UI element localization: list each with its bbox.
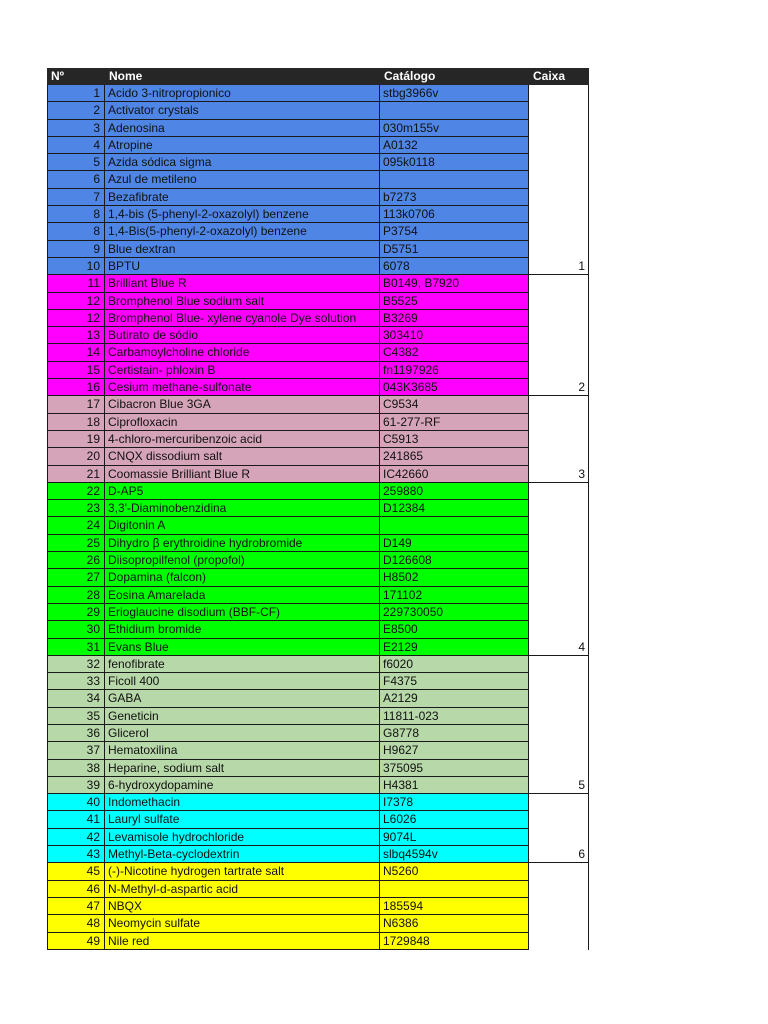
catalog-number[interactable]: 11811-023 [380,708,529,724]
row-number[interactable]: 49 [47,933,105,949]
table-row[interactable] [47,708,529,725]
catalog-number[interactable]: H8502 [380,569,529,585]
catalog-number[interactable]: 185594 [380,898,529,914]
catalog-number[interactable]: N5260 [380,863,529,879]
substance-name[interactable]: Adenosina [105,120,380,136]
substance-name[interactable]: Azul de metileno [105,171,380,187]
substance-name[interactable]: Butirato de sódio [105,327,380,343]
box-cell[interactable] [529,85,589,275]
table-row[interactable] [47,829,529,846]
catalog-number[interactable]: 303410 [380,327,529,343]
catalog-number[interactable]: stbg3966v [380,85,529,101]
table-row[interactable] [47,483,529,500]
row-number[interactable]: 25 [47,535,105,551]
box-column [529,85,589,950]
table-row[interactable] [47,120,529,137]
row-number[interactable]: 45 [47,863,105,879]
table-row[interactable] [47,673,529,690]
substance-name[interactable]: 6-hydroxydopamine [105,777,380,793]
substance-name[interactable]: 1,4-bis (5-phenyl-2-oxazolyl) benzene [105,206,380,222]
table-row[interactable] [47,396,529,413]
catalog-number[interactable]: 61-277-RF [380,414,529,430]
substance-name[interactable]: D-AP5 [105,483,380,499]
row-number[interactable]: 15 [47,362,105,378]
substance-name[interactable]: Ethidium bromide [105,621,380,637]
table-row[interactable] [47,310,529,327]
box-number: 2 [578,380,585,395]
table-rows [47,85,529,950]
table-row[interactable] [47,466,529,483]
row-number[interactable]: 40 [47,794,105,810]
row-number[interactable]: 35 [47,708,105,724]
row-number[interactable]: 43 [47,846,105,862]
header-number[interactable]: Nº [51,69,65,83]
substance-name[interactable]: Eosina Amarelada [105,587,380,603]
catalog-number[interactable]: 1729848 [380,933,529,949]
catalog-number[interactable]: P3754 [380,223,529,239]
substance-name[interactable]: Carbamoylcholine chloride [105,344,380,360]
catalog-number[interactable]: E8500 [380,621,529,637]
catalog-number[interactable]: 241865 [380,448,529,464]
substance-name[interactable]: Dihydro β erythroidine hydrobromide [105,535,380,551]
row-number[interactable]: 46 [47,881,105,897]
table-row[interactable] [47,293,529,310]
table-row[interactable] [47,102,529,119]
catalog-number[interactable]: 095k0118 [380,154,529,170]
substance-name[interactable]: Atropine [105,137,380,153]
substance-name[interactable]: Bromphenol Blue- xylene cyanole Dye solution [105,310,380,326]
row-number[interactable]: 6 [47,171,105,187]
header-catalog[interactable]: Catálogo [384,69,436,83]
row-number[interactable]: 12 [47,310,105,326]
catalog-number[interactable]: E2129 [380,639,529,655]
catalog-number[interactable]: 375095 [380,760,529,776]
row-number[interactable]: 9 [47,241,105,257]
substance-name[interactable]: Cibacron Blue 3GA [105,396,380,412]
substance-name[interactable]: Indomethacin [105,794,380,810]
catalog-number[interactable]: H4381 [380,777,529,793]
substance-name[interactable]: Erioglaucine disodium (BBF-CF) [105,604,380,620]
row-number[interactable]: 38 [47,760,105,776]
substance-name[interactable]: Coomassie Brilliant Blue R [105,466,380,482]
substance-name[interactable]: Geneticin [105,708,380,724]
table-row[interactable] [47,621,529,638]
row-number[interactable]: 16 [47,379,105,395]
row-number[interactable]: 11 [47,275,105,291]
catalog-number[interactable]: N6386 [380,915,529,931]
table-row[interactable] [47,535,529,552]
catalog-number[interactable]: f6020 [380,656,529,672]
table-row[interactable] [47,915,529,932]
substance-name[interactable]: Levamisole hydrochloride [105,829,380,845]
catalog-number[interactable]: D12384 [380,500,529,516]
catalog-number[interactable]: 171102 [380,587,529,603]
row-number[interactable]: 19 [47,431,105,447]
table-row[interactable] [47,223,529,240]
catalog-number[interactable]: H9627 [380,742,529,758]
table-row[interactable] [47,690,529,707]
catalog-number[interactable]: 9074L [380,829,529,845]
substance-name[interactable]: Evans Blue [105,639,380,655]
catalog-number[interactable]: A0132 [380,137,529,153]
substance-name[interactable]: Blue dextran [105,241,380,257]
row-number[interactable]: 39 [47,777,105,793]
substance-name[interactable]: 3,3'-Diaminobenzidina [105,500,380,516]
substance-name[interactable]: Activator crystals [105,102,380,118]
substance-name[interactable]: Dopamina (falcon) [105,569,380,585]
header-name[interactable]: Nome [109,69,143,83]
row-number[interactable]: 24 [47,517,105,533]
table-row[interactable] [47,863,529,880]
substance-name[interactable]: Azida sódica sigma [105,154,380,170]
substance-name[interactable]: Bezafibrate [105,189,380,205]
substance-name[interactable]: Heparine, sodium salt [105,760,380,776]
table-row[interactable] [47,241,529,258]
row-number[interactable]: 36 [47,725,105,741]
box-number: 6 [578,847,585,862]
table-row[interactable] [47,604,529,621]
catalog-number[interactable]: D5751 [380,241,529,257]
catalog-number[interactable]: C5913 [380,431,529,447]
catalog-number[interactable]: 043K3685 [380,379,529,395]
table-row[interactable] [47,137,529,154]
row-number[interactable]: 48 [47,915,105,931]
substance-name[interactable]: Ficoll 400 [105,673,380,689]
box-cell[interactable] [529,483,589,656]
substance-name[interactable]: NBQX [105,898,380,914]
row-number[interactable]: 41 [47,811,105,827]
table-row[interactable] [47,794,529,811]
catalog-number[interactable]: 259880 [380,483,529,499]
catalog-number[interactable] [380,881,529,897]
table-row[interactable] [47,881,529,898]
substance-name[interactable]: fenofibrate [105,656,380,672]
substance-name[interactable]: BPTU [105,258,380,274]
box-number: 4 [578,639,585,654]
catalog-number[interactable] [380,517,529,533]
row-number[interactable]: 30 [47,621,105,637]
substance-name[interactable]: Brilliant Blue R [105,275,380,291]
catalog-number[interactable]: 113k0706 [380,206,529,222]
row-number[interactable]: 29 [47,604,105,620]
table-row[interactable] [47,327,529,344]
row-number[interactable]: 8 [47,223,105,239]
substance-name[interactable]: Glicerol [105,725,380,741]
catalog-number[interactable]: B0149, B7920 [380,275,529,291]
row-number[interactable]: 42 [47,829,105,845]
row-number[interactable]: 26 [47,552,105,568]
catalog-number[interactable]: 030m155v [380,120,529,136]
table-row[interactable] [47,569,529,586]
table-row[interactable] [47,171,529,188]
catalog-number[interactable]: A2129 [380,690,529,706]
row-number[interactable]: 5 [47,154,105,170]
box-cell[interactable] [529,396,589,483]
box-cell[interactable] [529,794,589,863]
table-row[interactable] [47,85,529,102]
row-number[interactable]: 10 [47,258,105,274]
row-number[interactable]: 21 [47,466,105,482]
catalog-number[interactable]: C4382 [380,344,529,360]
row-number[interactable]: 20 [47,448,105,464]
row-number[interactable]: 3 [47,120,105,136]
table-row[interactable] [47,656,529,673]
catalog-number[interactable]: IC42660 [380,466,529,482]
table-row[interactable] [47,344,529,361]
catalog-number[interactable]: I7378 [380,794,529,810]
table-row[interactable] [47,811,529,828]
row-number[interactable]: 12 [47,293,105,309]
row-number[interactable]: 4 [47,137,105,153]
substance-name[interactable]: Ciprofloxacin [105,414,380,430]
substance-name[interactable]: GABA [105,690,380,706]
table-row[interactable] [47,154,529,171]
substance-name[interactable]: (-)-Nicotine hydrogen tartrate salt [105,863,380,879]
row-number[interactable]: 7 [47,189,105,205]
catalog-number[interactable]: D149 [380,535,529,551]
catalog-number[interactable] [380,171,529,187]
table-row[interactable] [47,275,529,292]
substance-name[interactable]: Bromphenol Blue sodium salt [105,293,380,309]
table-row[interactable] [47,414,529,431]
row-number[interactable]: 13 [47,327,105,343]
substance-name[interactable]: Hematoxilina [105,742,380,758]
box-number: 1 [578,259,585,274]
substance-name[interactable]: CNQX dissodium salt [105,448,380,464]
catalog-number[interactable]: fn1197926 [380,362,529,378]
table-row[interactable] [47,898,529,915]
catalog-number[interactable]: G8778 [380,725,529,741]
table-row[interactable] [47,448,529,465]
catalog-number[interactable]: slbq4594v [380,846,529,862]
substance-name[interactable]: Nile red [105,933,380,949]
table-row[interactable] [47,189,529,206]
row-number[interactable]: 2 [47,102,105,118]
row-number[interactable]: 18 [47,414,105,430]
substance-name[interactable]: 4-chloro-mercuribenzoic acid [105,431,380,447]
table-row[interactable] [47,587,529,604]
substance-name[interactable]: 1,4-Bis(5-phenyl-2-oxazolyl) benzene [105,223,380,239]
table-row[interactable] [47,846,529,863]
box-number: 5 [578,778,585,793]
table-row[interactable] [47,517,529,534]
table-row[interactable] [47,777,529,794]
table-row[interactable] [47,258,529,275]
row-number[interactable]: 23 [47,500,105,516]
catalog-number[interactable]: B5525 [380,293,529,309]
substance-name[interactable]: Acido 3-nitropropionico [105,85,380,101]
catalog-number[interactable] [380,102,529,118]
row-number[interactable]: 47 [47,898,105,914]
row-number[interactable]: 17 [47,396,105,412]
catalog-number[interactable]: 6078 [380,258,529,274]
table-row[interactable] [47,742,529,759]
table-row[interactable] [47,362,529,379]
table-row[interactable] [47,639,529,656]
catalog-number[interactable]: 229730050 [380,604,529,620]
table-row[interactable] [47,552,529,569]
row-number[interactable]: 22 [47,483,105,499]
row-number[interactable]: 34 [47,690,105,706]
substance-name[interactable]: Lauryl sulfate [105,811,380,827]
spreadsheet [47,68,589,950]
box-cell[interactable] [529,275,589,396]
row-number[interactable]: 31 [47,639,105,655]
substance-name[interactable]: Digitonin A [105,517,380,533]
box-cell[interactable] [529,863,589,950]
catalog-number[interactable]: D126608 [380,552,529,568]
substance-name[interactable]: Diisopropilfenol (propofol) [105,552,380,568]
table-row[interactable] [47,933,529,950]
catalog-number[interactable]: B3269 [380,310,529,326]
substance-name[interactable]: Methyl-Beta-cyclodextrin [105,846,380,862]
substance-name[interactable]: Cesium methane-sulfonate [105,379,380,395]
substance-name[interactable]: N-Methyl-d-aspartic acid [105,881,380,897]
table-row[interactable] [47,500,529,517]
row-number[interactable]: 28 [47,587,105,603]
row-number[interactable]: 14 [47,344,105,360]
substance-name[interactable]: Certistain- phloxin B [105,362,380,378]
catalog-number[interactable]: F4375 [380,673,529,689]
table-body [47,85,589,950]
catalog-number[interactable]: C9534 [380,396,529,412]
row-number[interactable]: 32 [47,656,105,672]
table-row[interactable] [47,760,529,777]
row-number[interactable]: 27 [47,569,105,585]
box-cell[interactable] [529,656,589,794]
row-number[interactable]: 8 [47,206,105,222]
substance-name[interactable]: Neomycin sulfate [105,915,380,931]
table-row[interactable] [47,206,529,223]
catalog-number[interactable]: L6026 [380,811,529,827]
table-row[interactable] [47,379,529,396]
header-row [47,68,589,85]
row-number[interactable]: 33 [47,673,105,689]
table-row[interactable] [47,431,529,448]
table-row[interactable] [47,725,529,742]
row-number[interactable]: 37 [47,742,105,758]
catalog-number[interactable]: b7273 [380,189,529,205]
box-number: 3 [578,466,585,481]
row-number[interactable]: 1 [47,85,105,101]
header-box[interactable]: Caixa [533,69,566,83]
